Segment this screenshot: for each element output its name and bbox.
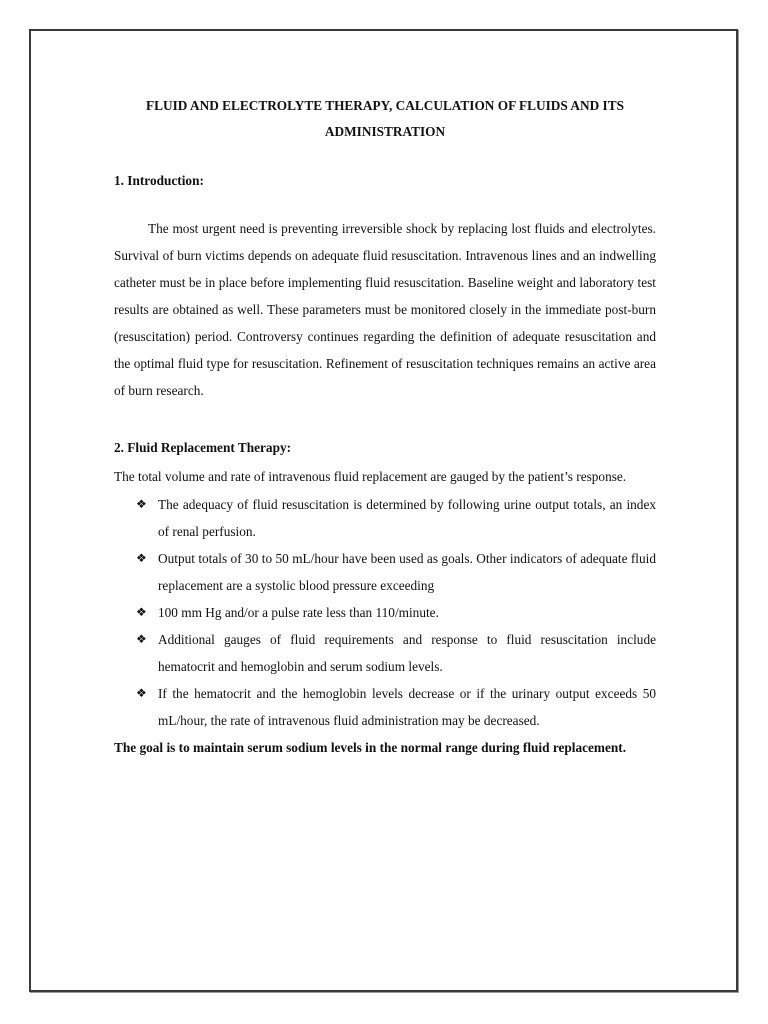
list-item bbox=[136, 491, 656, 545]
list-item-text: Additional gauges of fluid requirements and response to fluid resuscitation include hematocrit and hemoglobin and serum sodium levels. bbox=[158, 632, 656, 674]
four-diamond-bullet-icon: ❖ bbox=[136, 497, 147, 511]
document-page bbox=[29, 29, 738, 992]
list-item bbox=[136, 680, 656, 734]
list-item-text: The adequacy of fluid resuscitation is determined by following urine output totals, an index of renal perfusion. bbox=[158, 497, 656, 539]
fluid-replacement-paragraph: The total volume and rate of intravenous fluid replacement are gauged by the patient’s response. bbox=[114, 469, 627, 484]
four-diamond-bullet-icon: ❖ bbox=[136, 686, 147, 700]
four-diamond-bullet-icon: ❖ bbox=[136, 605, 147, 619]
section-heading-fluid-replacement: 2. Fluid Replacement Therapy: bbox=[114, 440, 292, 455]
introduction-paragraph: The most urgent need is preventing irreversible shock by replacing lost fluids and electrolytes. Survival of burn victims depends on adequate fluid resuscitation. Intravenous lines and an indwelling catheter must be in place before implementing fluid resuscitation. Baseline weight and laboratory test results are obtained as well. These parameters must be monitored closely in the immediate post-burn (resuscitation) period. Controversy continues regarding the definition of adequate resuscitation and the optimal fluid type for resuscitation. Refinement of resuscitation techniques remains an active area of burn research. bbox=[114, 221, 656, 398]
list-item-text: If the hematocrit and the hemoglobin levels decrease or if the urinary output exceeds 50 mL/hour, the rate of intravenous fluid administration may be decreased. bbox=[158, 686, 656, 728]
four-diamond-bullet-icon: ❖ bbox=[136, 551, 147, 565]
list-item bbox=[136, 545, 656, 599]
closing-statement: The goal is to maintain serum sodium levels in the normal range during fluid replacement. bbox=[114, 740, 627, 755]
list-item bbox=[136, 626, 656, 680]
list-item bbox=[136, 599, 656, 626]
document-title: FLUID AND ELECTROLYTE THERAPY, CALCULATION OF FLUIDS AND ITS ADMINISTRATION bbox=[146, 98, 624, 139]
four-diamond-bullet-icon: ❖ bbox=[136, 632, 147, 646]
page-content bbox=[114, 93, 656, 761]
list-item-text: 100 mm Hg and/or a pulse rate less than 110/minute. bbox=[158, 605, 439, 620]
bullet-list bbox=[114, 491, 656, 734]
section-heading-introduction: 1. Introduction: bbox=[114, 173, 204, 188]
list-item-text: Output totals of 30 to 50 mL/hour have been used as goals. Other indicators of adequate fluid replacement are a systolic blood pressure exceeding bbox=[158, 551, 656, 593]
